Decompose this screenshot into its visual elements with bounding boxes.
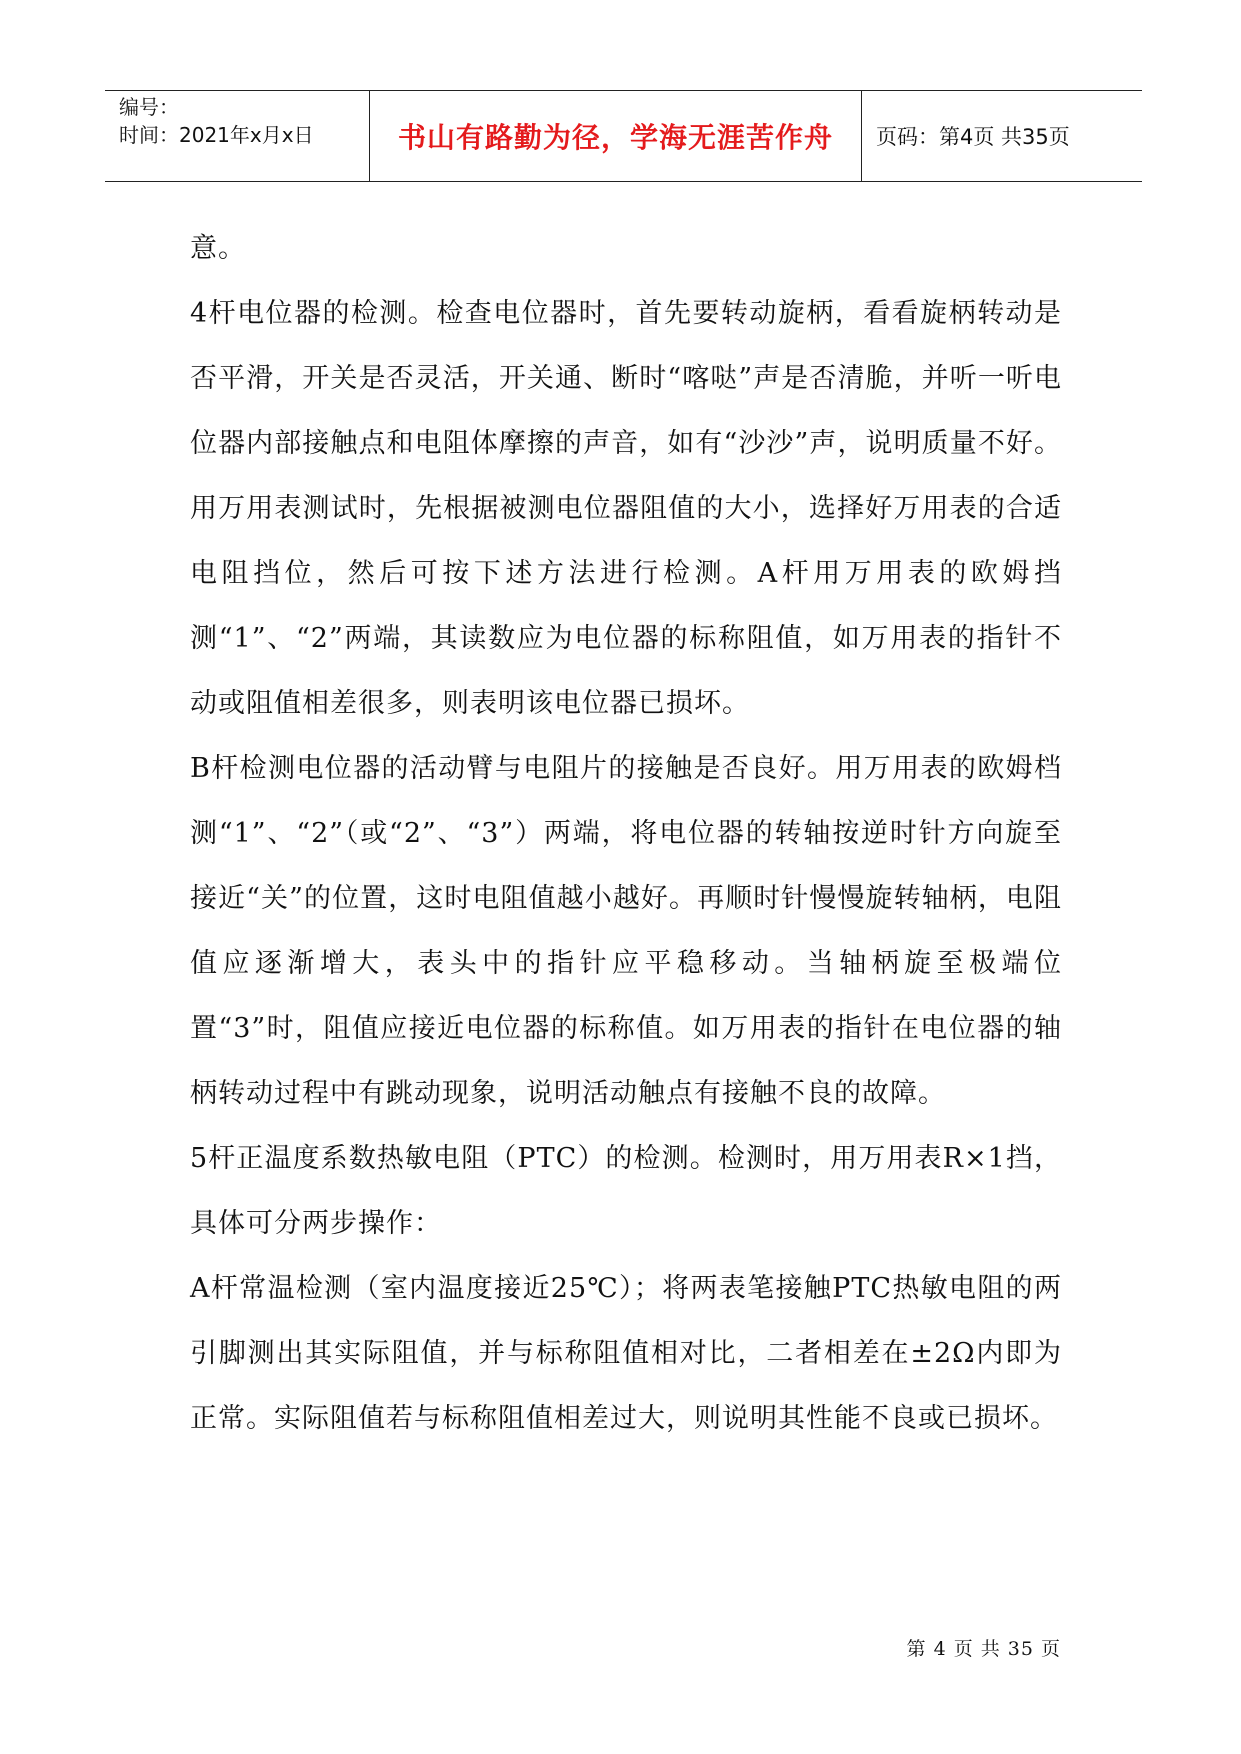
header-page-info-cell bbox=[862, 91, 1142, 181]
header-meta bbox=[105, 91, 370, 181]
paragraph: 意。 bbox=[190, 233, 246, 264]
paragraph: A杆常温检测（室内温度接近25℃）；将两表笔接触PTC热敏电阻的两引脚测出其实际阻值，并与标称阻值相对比，二者相差在±2Ω内即为正常。实际阻值若与标称阻值相差过大，则说明其性能不良或已损坏。 bbox=[190, 1273, 1062, 1434]
paragraph: 5杆正温度系数热敏电阻（PTC）的检测。检测时，用万用表R×1挡，具体可分两步操作： bbox=[190, 1143, 1062, 1239]
paragraph: B杆检测电位器的活动臂与电阻片的接触是否良好。用万用表的欧姆档测“1”、“2”（或“2”、“3”）两端，将电位器的转轴按逆时针方向旋至接近“关”的位置，这时电阻值越小越好。再顺时针慢慢旋转轴柄，电阻值应逐渐增大，表头中的指针应平稳移动。当轴柄旋至极端位置“3”时，阻值应接近电位器的标称值。如万用表的指针在电位器的轴柄转动过程中有跳动现象，说明活动触点有接触不良的故障。 bbox=[190, 753, 1062, 1109]
header-motto-cell bbox=[370, 91, 862, 181]
document-body bbox=[190, 216, 1062, 1451]
page-footer: 第 4 页 共 35 页 bbox=[906, 1638, 1061, 1660]
header-page-info: 页码：第4页 共35页 bbox=[876, 125, 1070, 149]
document-number-label: 编号： bbox=[119, 95, 179, 119]
paragraph: 4杆电位器的检测。检查电位器时，首先要转动旋柄，看看旋柄转动是否平滑，开关是否灵活，开关通、断时“喀哒”声是否清脆，并听一听电位器内部接触点和电阻体摩擦的声音，如有“沙沙”声，说明质量不好。用万用表测试时，先根据被测电位器阻值的大小，选择好万用表的合适电阻挡位，然后可按下述方法进行检测。A杆用万用表的欧姆挡测“1”、“2”两端，其读数应为电位器的标称阻值，如万用表的指针不动或阻值相差很多，则表明该电位器已损坏。 bbox=[190, 298, 1062, 719]
document-time: 时间：2021年x月x日 bbox=[119, 123, 314, 147]
page-header bbox=[105, 90, 1142, 182]
header-motto: 书山有路勤为径，学海无涯苦作舟 bbox=[397, 121, 833, 154]
